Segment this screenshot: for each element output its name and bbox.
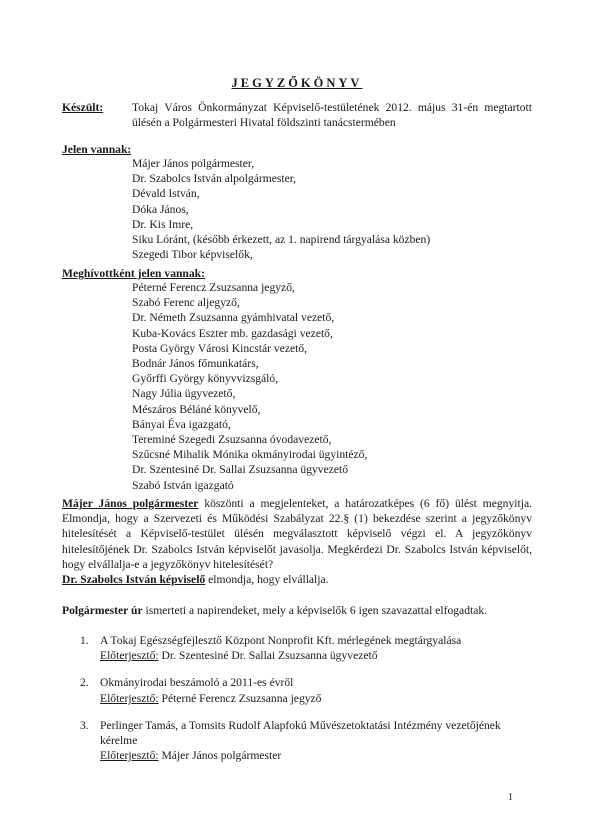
list-item: Mészáros Béláné könyvelő, — [132, 402, 261, 416]
list-item: Bodnár János főmunkatárs, — [132, 357, 259, 371]
agenda-intro-paragraph — [62, 603, 532, 618]
list-item: Siku Lóránt, (később érkezett, az 1. napirend tárgyalása közben) — [132, 233, 431, 247]
list-item: Kuba-Kovács Eszter mb. gazdasági vezető, — [132, 326, 333, 340]
document-title: JEGYZŐKÖNYV — [231, 76, 363, 90]
agenda-number: 2. — [80, 676, 89, 690]
presenter-label: Előterjesztő: — [100, 649, 159, 663]
presenter-label: Előterjesztő: — [100, 749, 159, 763]
meghivottkent-list — [132, 280, 367, 493]
opening-paragraph — [62, 496, 532, 572]
presenter-name: Péterné Ferencz Zsuzsanna jegyző — [158, 691, 322, 705]
paragraph-text: ismerteti a napirendeket, mely a képviselők 6 igen szavazattal elfogadtak. — [142, 604, 488, 617]
agenda-title: Okmányirodai beszámoló a 2011-es évről — [100, 676, 294, 690]
list-item: Dr. Szabolcs István alpolgármester, — [132, 172, 297, 186]
list-item: Bányai Éva igazgató, — [132, 417, 231, 431]
presenter-label: Előterjesztő: — [100, 691, 159, 705]
presenter-name: Májer János polgármester — [158, 749, 282, 763]
list-item: Dr. Németh Zsuzsanna gyámhivatal vezető, — [132, 311, 335, 325]
jelen-vannak-list — [132, 156, 430, 262]
agenda-title: A Tokaj Egészségfejlesztő Központ Nonprofit Kft. mérlegének megtárgyalása — [100, 634, 462, 647]
agenda-list — [80, 633, 530, 775]
list-item: Péterné Ferencz Zsuzsanna jegyző, — [132, 281, 295, 294]
jelen-vannak-label: Jelen vannak: — [62, 143, 132, 156]
agenda-item — [80, 675, 530, 705]
paragraph-text: elmondja, hogy elvállalja. — [205, 573, 329, 586]
agenda-number: 1. — [80, 634, 89, 647]
agenda-item — [80, 633, 530, 663]
list-item: Győrffi György könyvvizsgáló, — [132, 372, 279, 386]
list-item: Szabó Ferenc aljegyző, — [132, 296, 240, 310]
speaker-name: Dr. Szabolcs István képviselő — [62, 573, 206, 586]
presenter-name: Dr. Szentesiné Dr. Sallai Zsuzsanna ügyvezető — [158, 649, 378, 663]
meghivottkent-label: Meghívottként jelen vannak: — [62, 267, 205, 280]
list-item: Dr. Kis Imre, — [132, 217, 194, 231]
agenda-item — [80, 718, 530, 764]
list-item: Szűcsné Mihalik Mónika okmányirodai ügyintéző, — [132, 448, 368, 462]
page-number: 1 — [508, 792, 513, 803]
acceptance-paragraph — [62, 572, 532, 587]
keszult-text: Tokaj Város Önkormányzat Képviselő-testületének 2012. május 31-én megtartott ülésén a Polgármesteri Hivatal földszinti tanácstermében — [132, 101, 532, 130]
list-item: Dévald István, — [132, 187, 200, 201]
agenda-number: 3. — [80, 718, 89, 732]
list-item: Dr. Szentesiné Dr. Sallai Zsuzsanna ügyvezető — [132, 463, 349, 477]
speaker-name: Polgármester úr — [62, 604, 143, 617]
list-item: Tereminé Szegedi Zsuzsanna óvodavezető, — [132, 433, 332, 447]
list-item: Szegedi Tibor képviselők, — [132, 248, 253, 262]
list-item: Dóka János, — [132, 202, 189, 216]
list-item: Nagy Júlia ügyvezető, — [132, 387, 236, 401]
list-item: Szabó István igazgató — [132, 478, 234, 492]
paragraph-text: köszönti a megjelenteket, a határozatképes (6 fő) ülést megnyitja. Elmondja, hogy a Szervezeti és Működési Szabályzat 22.§ (1) bekezdése szerint a jegyzőkönyv hitelesítését a Képviselő-testület ülésén megválasztott képviselő végzi el. A jegyzőkönyv hitelesítőjének Dr. Szabolcs István képviselőt javasolja. Megkérdezi Dr. Szabolcs István képviselőt, hogy elvállalja-e a jegyzőkönyv hitelesítését? — [62, 497, 532, 571]
agenda-title: Perlinger Tamás, a Tomsits Rudolf Alapfokú Művészetoktatási Intézmény vezetőjének kérelme — [100, 718, 501, 748]
list-item: Májer János polgármester, — [132, 157, 255, 170]
keszult-label: Készült: — [62, 101, 104, 114]
list-item: Posta György Városi Kincstár vezető, — [132, 341, 308, 355]
speaker-name: Májer János polgármester — [62, 497, 199, 510]
